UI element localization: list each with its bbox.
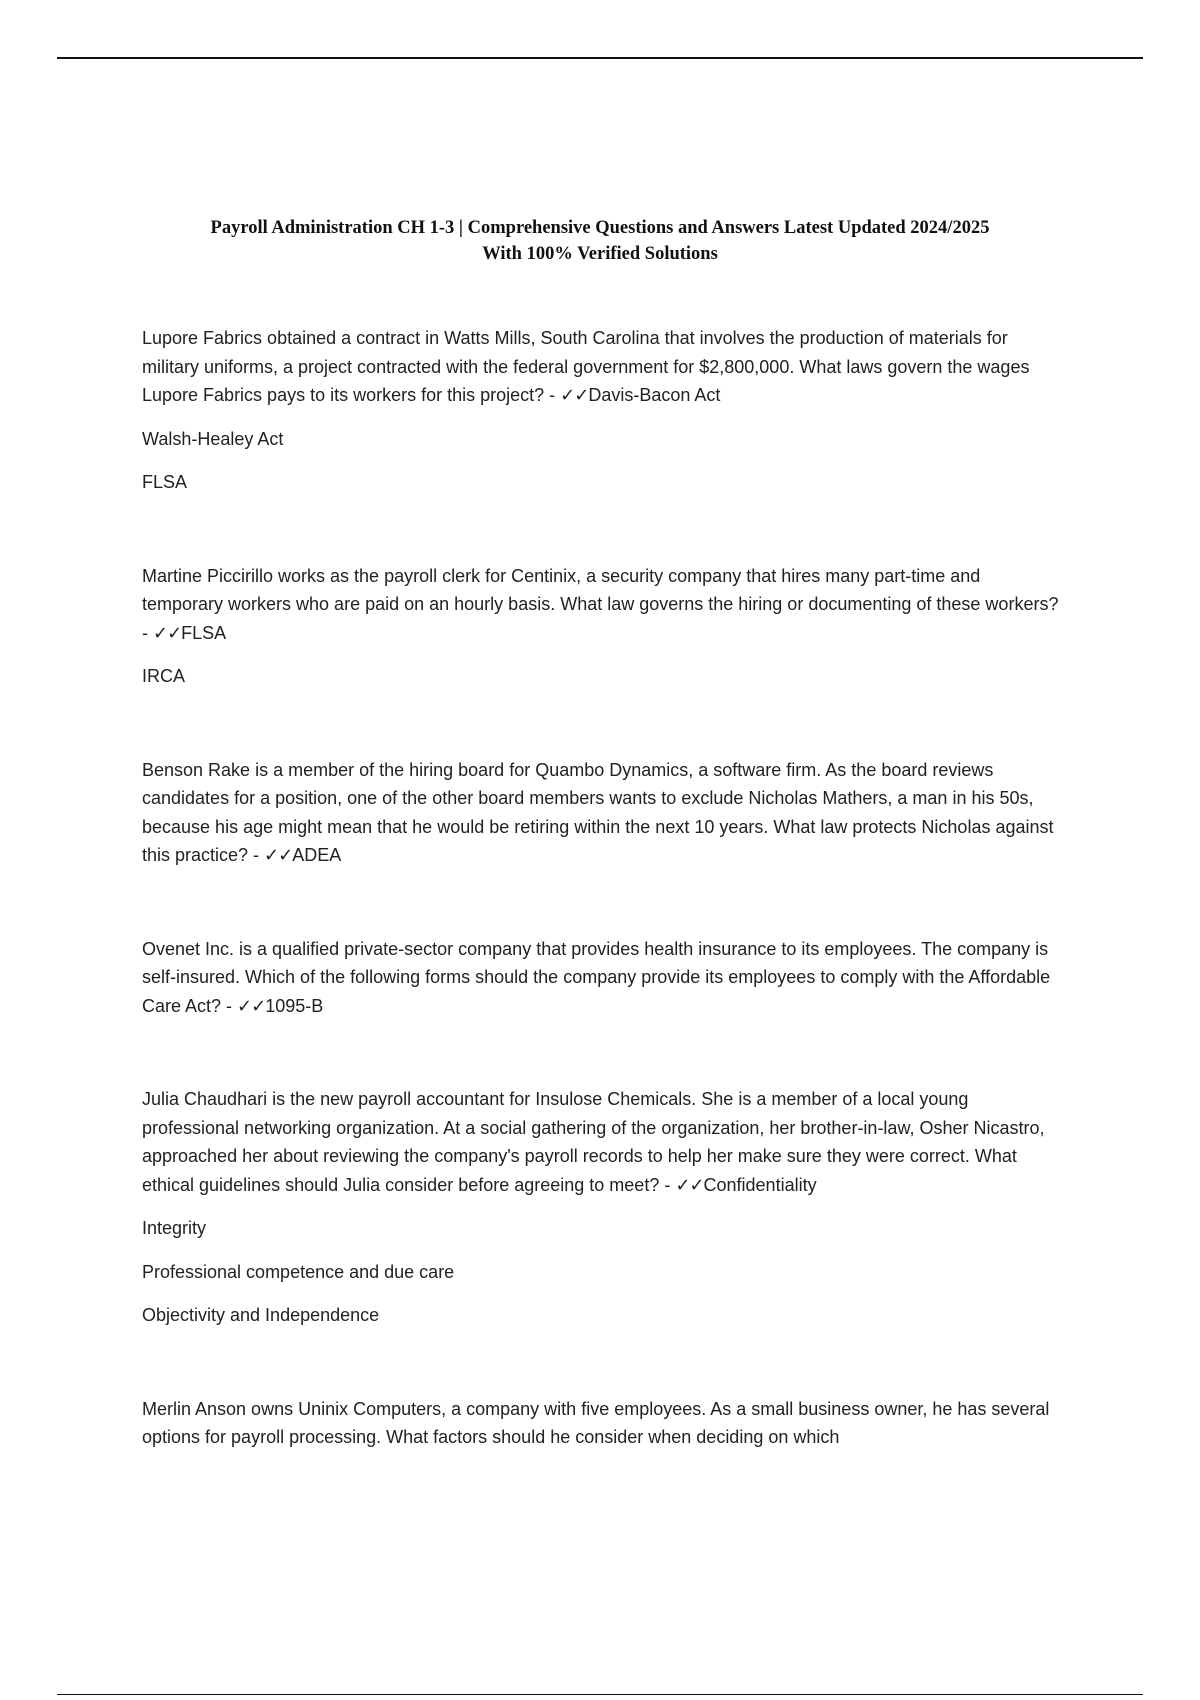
answer-option: Objectivity and Independence (142, 1305, 380, 1325)
check-icon: ✓✓ (153, 622, 182, 643)
answer-option: Walsh-Healey Act (142, 428, 284, 449)
question-text (142, 756, 1062, 870)
document-title (100, 215, 1100, 267)
answer-text: Confidentiality (703, 1174, 817, 1195)
footer-rule (57, 1694, 1143, 1695)
qa-block-1 (142, 324, 1062, 497)
header-rule (57, 57, 1143, 59)
question-stem: Julia Chaudhari is the new payroll accountant for Insulose Chemicals. She is a member of a local young professional networking organization. At a social gathering of the organization, her brother-in-law, Osher Nicastro, approached her about reviewing the company's payroll records to help her make sure they were correct. What ethical guidelines should Julia consider before agreeing to meet? - (142, 1089, 1045, 1195)
qa-block-5 (142, 1085, 1062, 1330)
answer-text: 1095-B (265, 995, 324, 1016)
title-line-1: Payroll Administration CH 1-3 | Comprehensive Questions and Answers Latest Updated 2024/2025 (210, 218, 990, 238)
document-body (142, 324, 1062, 1452)
question-text (142, 1085, 1062, 1199)
answer-option: Professional competence and due care (142, 1261, 455, 1282)
qa-block-4 (142, 935, 1062, 1021)
answer-text: ADEA (292, 845, 342, 865)
question-text (142, 1395, 1062, 1452)
qa-block-2 (142, 562, 1062, 691)
question-text (142, 935, 1062, 1021)
question-stem: Merlin Anson owns Uninix Computers, a company with five employees. As a small business owner, he has several options for payroll processing. What factors should he consider when deciding on which (142, 1398, 1050, 1447)
answer-text: Davis-Bacon Act (588, 385, 721, 405)
answer-text: FLSA (181, 622, 227, 643)
check-icon: ✓✓ (264, 845, 293, 865)
qa-block-3 (142, 756, 1062, 870)
question-stem: Martine Piccirillo works as the payroll clerk for Centinix, a security company that hires many part-time and temporary workers who are paid on an hourly basis. What law governs the hiring or documenting of these workers? - (142, 565, 1059, 643)
answer-option: FLSA (142, 472, 188, 492)
question-stem: Benson Rake is a member of the hiring board for Quambo Dynamics, a software firm. As the board reviews candidates for a position, one of the other board members wants to exclude Nicholas Mathers, a man in his 50s, because his age might mean that he would be retiring within the next 10 years. What law protects Nicholas against this practice? - (142, 759, 1054, 865)
qa-block-6 (142, 1395, 1062, 1452)
answer-option: Integrity (142, 1218, 207, 1238)
question-text (142, 324, 1062, 410)
question-stem: Ovenet Inc. is a qualified private-sector company that provides health insurance to its employees. The company is self-insured. Which of the following forms should the company provide its employees to comply with the Affordable Care Act? - (142, 938, 1051, 1016)
question-stem: Lupore Fabrics obtained a contract in Watts Mills, South Carolina that involves the production of materials for military uniforms, a project contracted with the federal government for $2,800,000. What laws govern the wages Lupore Fabrics pays to its workers for this project? - (142, 328, 1030, 405)
question-text (142, 562, 1062, 648)
answer-option: IRCA (142, 666, 186, 686)
check-icon: ✓✓ (675, 1174, 704, 1195)
check-icon: ✓✓ (237, 995, 266, 1016)
title-line-2: With 100% Verified Solutions (482, 244, 718, 264)
check-icon: ✓✓ (560, 385, 589, 405)
